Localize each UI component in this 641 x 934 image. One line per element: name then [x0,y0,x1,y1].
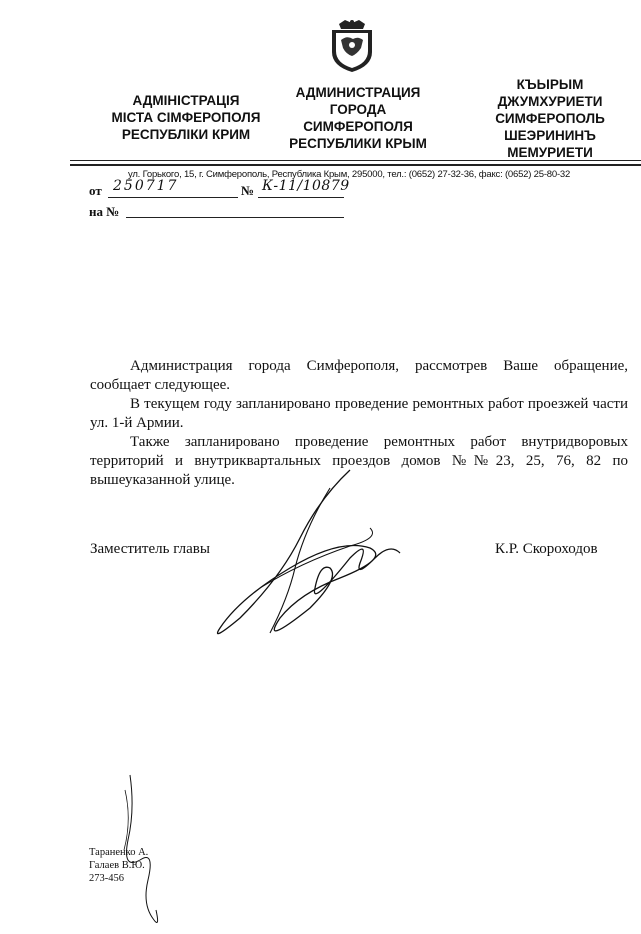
signatory-position: Заместитель главы [90,541,210,557]
date-value: 250717 [113,178,179,194]
address-line: ул. Горького, 15, г. Симферополь, Республика Крым, 295000, тел.: (0652) 27-32-36, факс: (0652) 25-80-32 [128,169,571,180]
header-crh-line: КЪЫРЫМ [516,77,584,92]
header-ukrainian [98,92,274,143]
body-paragraph: Администрация города Симферополя, рассмотрев Ваше обращение, сообщает следующее. [90,358,628,393]
header-russian [280,84,436,152]
executor-phone: 273-456 [89,873,124,884]
executor-line: Тараненко А. [89,847,149,858]
header-crimean-tatar [474,76,626,161]
body-paragraph: В текущем году запланировано проведение ремонтных работ проезжей части ул. 1-й Армии. [90,396,628,431]
header-crh-line: ДЖУМХУРИЕТИ [497,94,603,109]
header-ua-line: МІСТА СІМФЕРОПОЛЯ [111,110,261,125]
header-crh-line: МЕМУРИЕТИ [507,145,593,160]
header-crh-line: СИМФЕРОПОЛЬ [495,111,605,126]
signatory-name: К.Р. Скороходов [495,541,598,557]
crimea-coat-of-arms-icon [327,18,377,74]
body-paragraph: Также запланировано проведение ремонтных работ внутридворовых территорий и внутриквартальных проездов домов №№23, 25, 76, 82 по вышеуказанной улице. [90,434,628,488]
header-ru-line: АДМИНИСТРАЦИЯ [295,85,421,100]
header-ua-line: АДМІНІСТРАЦІЯ [132,93,240,108]
header-rule-thin [70,160,641,161]
header-crh-line: ШЕЭРИНИНЪ [504,128,596,143]
handwritten-signature-icon [200,468,420,658]
to-number-line [126,217,344,218]
header-ru-line: РЕСПУБЛИКИ КРЫМ [289,136,427,151]
header-ua-line: РЕСПУБЛІКИ КРИМ [121,127,251,142]
executor-line: Галаев В.Ю. [89,860,145,871]
number-value: К-11/10879 [262,178,350,194]
header-ru-line: ГОРОДА [329,102,387,117]
from-label: от [89,183,102,198]
number-line [258,197,344,198]
header-ru-line: СИМФЕРОПОЛЯ [303,119,413,134]
date-line [108,197,238,198]
to-number-label: на № [89,204,120,219]
number-label: № [241,183,255,198]
header-rule-thick [70,164,641,166]
